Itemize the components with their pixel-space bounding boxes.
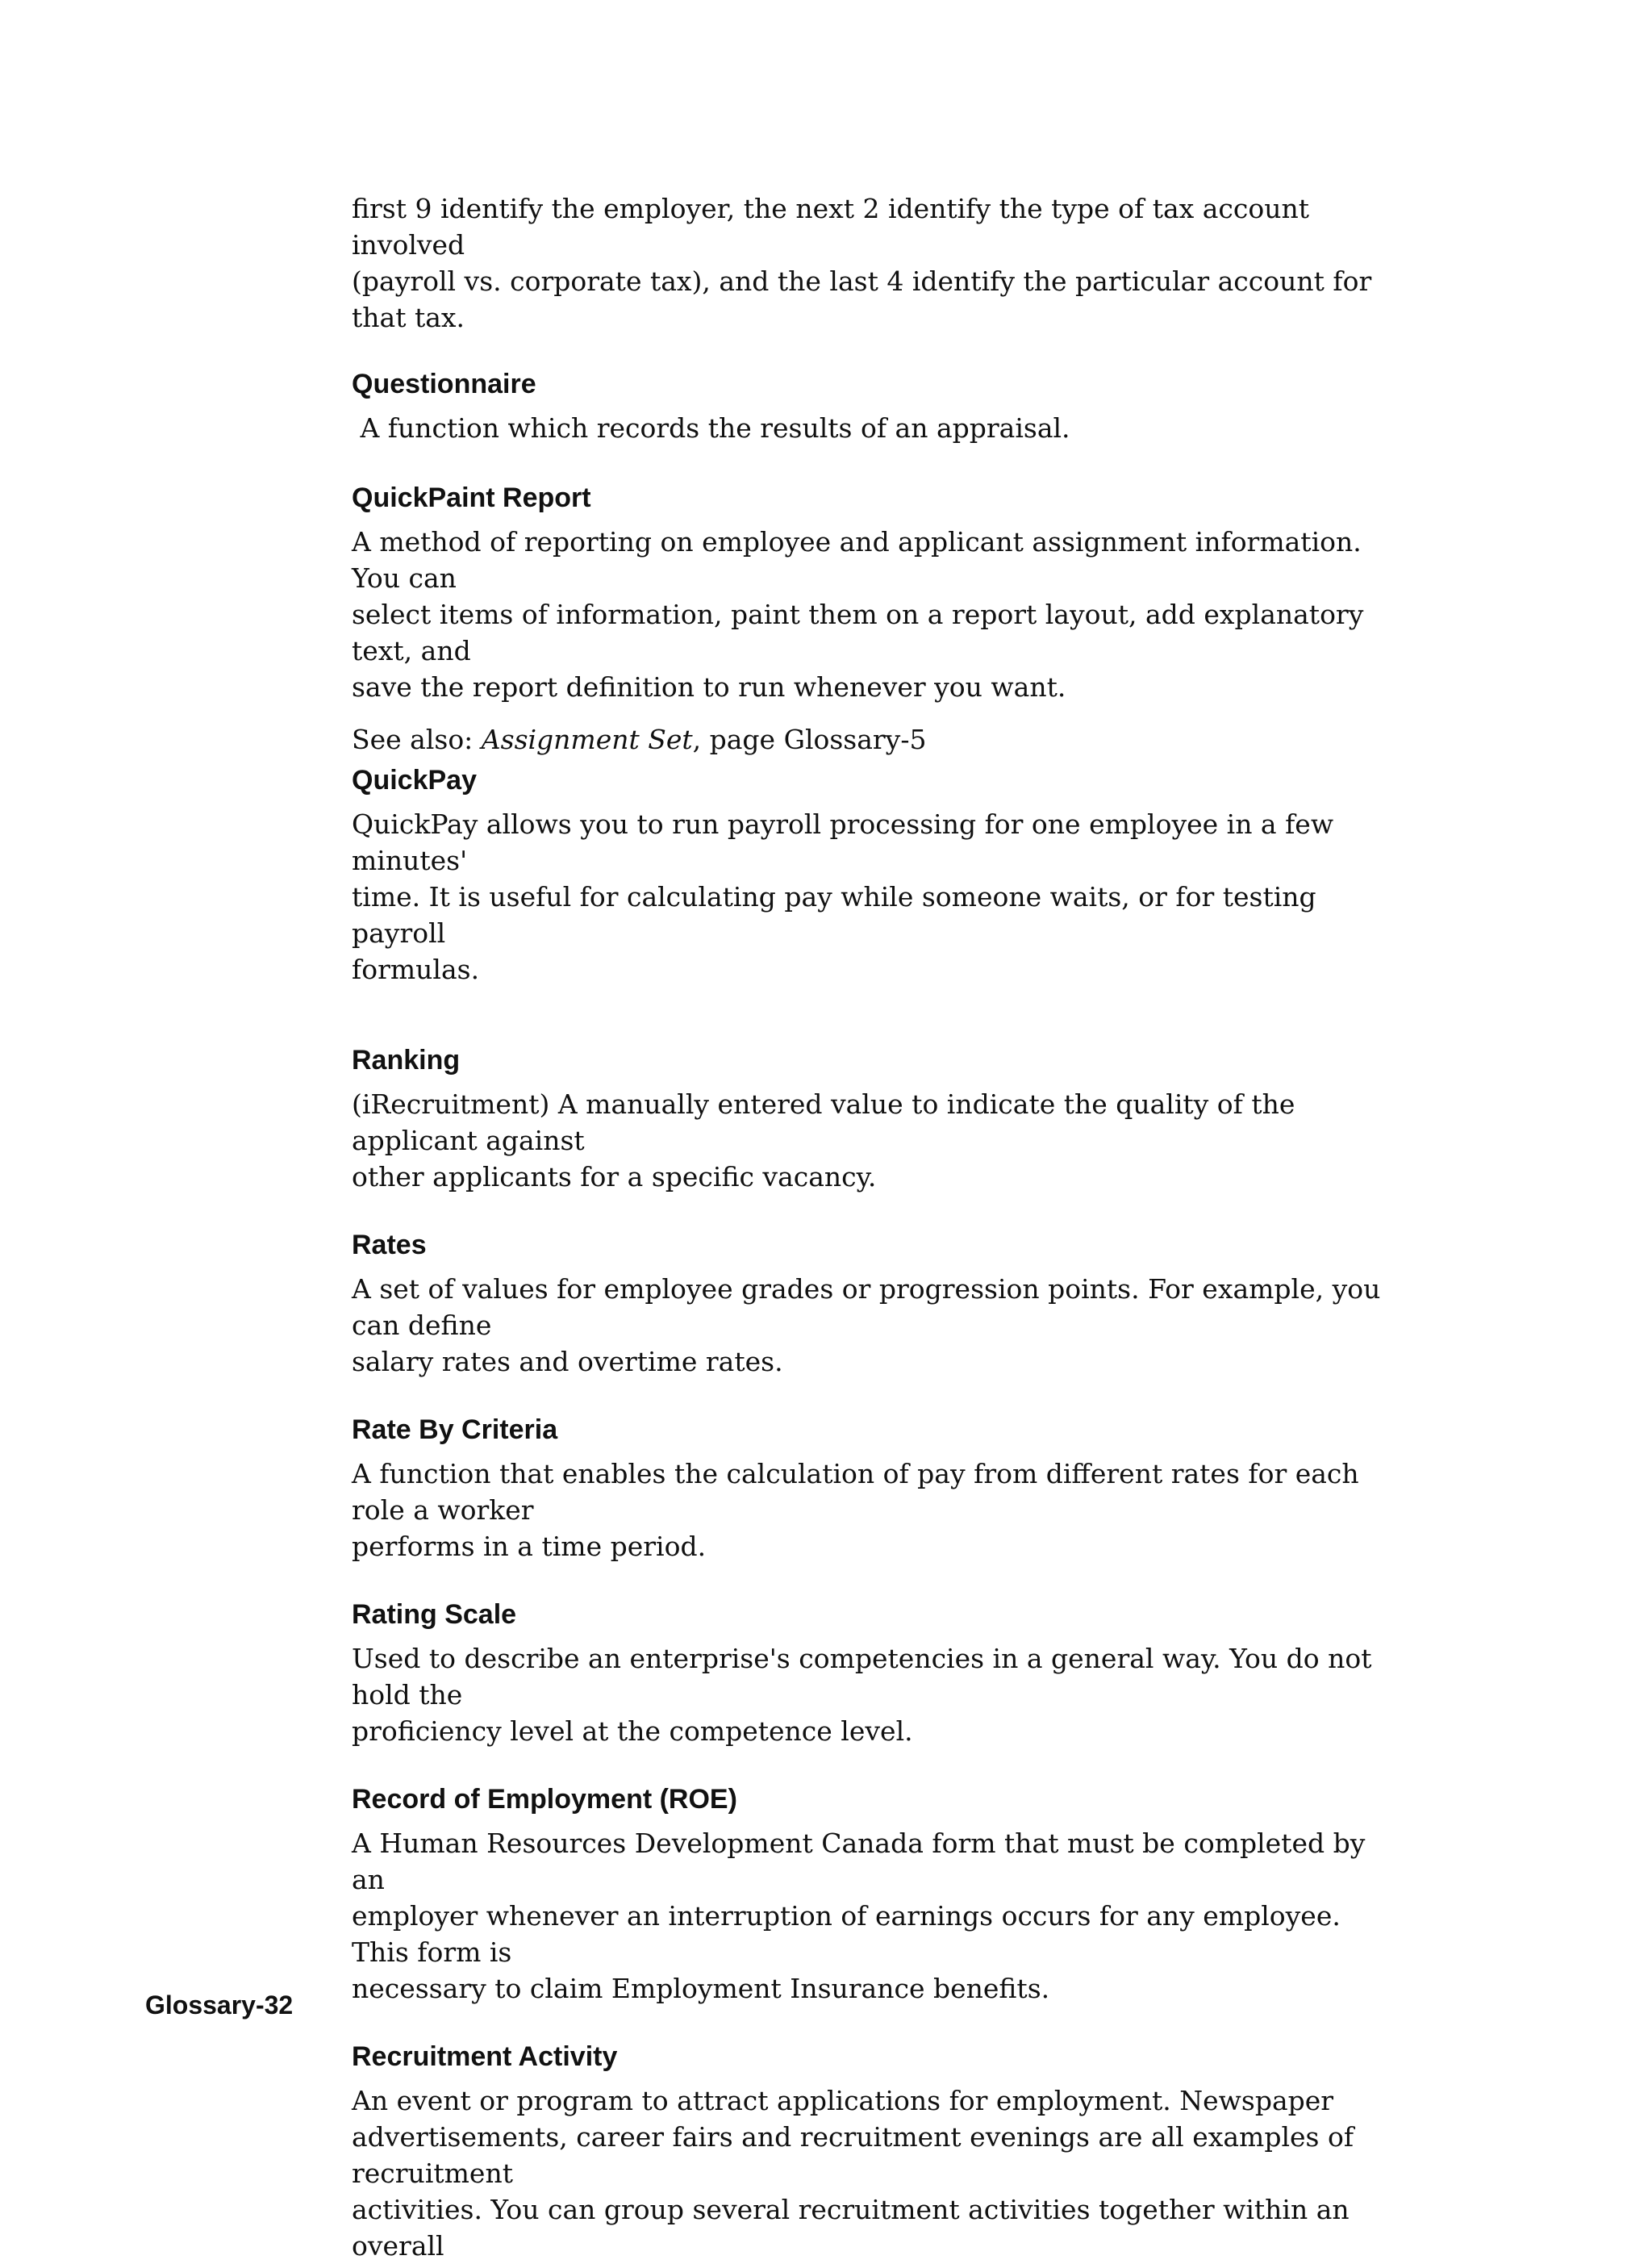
definition-line: A function that enables the calculation of pay from different rates for each role a worker	[352, 1458, 1359, 1526]
glossary-entry-questionnaire	[352, 368, 1400, 446]
page-number: Glossary-32	[145, 1990, 294, 2020]
continued-definition	[352, 190, 1400, 336]
definition-line: A set of values for employee grades or progression points. For example, you can define	[352, 1273, 1381, 1341]
glossary-term: QuickPaint Report	[352, 482, 591, 513]
glossary-entry-rate-by-criteria	[352, 1414, 1400, 1564]
glossary-entry-ranking	[352, 1044, 1400, 1195]
definition-line: formulas.	[352, 954, 480, 985]
glossary-term: Rates	[352, 1230, 427, 1260]
definition-line: activities. You can group several recruitment activities together within an overall	[352, 2194, 1350, 2262]
definition-line: A method of reporting on employee and applicant assignment information. You can	[352, 526, 1362, 594]
definition-line: QuickPay allows you to run payroll processing for one employee in a few minutes'	[352, 808, 1334, 876]
glossary-term: Ranking	[352, 1045, 461, 1076]
glossary-term: Rate By Criteria	[352, 1414, 558, 1445]
definition-line: select items of information, paint them on a report layout, add explanatory text, and	[352, 599, 1364, 666]
definition-line: salary rates and overtime rates.	[352, 1346, 783, 1377]
definition-line: time. It is useful for calculating pay while someone waits, or for testing payroll	[352, 881, 1316, 949]
glossary-term: Questionnaire	[352, 369, 536, 399]
definition-line: first 9 identify the employer, the next 2 identify the type of tax account involved	[352, 193, 1310, 261]
see-also-reference	[352, 721, 1400, 758]
definition-line: (iRecruitment) A manually entered value to indicate the quality of the applicant against	[352, 1088, 1295, 1156]
glossary-term: Rating Scale	[352, 1599, 517, 1630]
definition-line: advertisements, career fairs and recruitment evenings are all examples of recruitment	[352, 2121, 1354, 2189]
definition-line: A function which records the results of an appraisal.	[352, 412, 1070, 444]
definition-line: performs in a time period.	[352, 1531, 707, 1562]
definition-line: (payroll vs. corporate tax), and the last 4 identify the particular account for that tax.	[352, 265, 1372, 333]
definition-line: Used to describe an enterprise's competencies in a general way. You do not hold the	[352, 1643, 1372, 1711]
glossary-entry-rating-scale	[352, 1598, 1400, 1749]
glossary-entry-rates	[352, 1229, 1400, 1380]
definition-line: save the report definition to run whenever you want.	[352, 671, 1066, 703]
glossary-term: QuickPay	[352, 765, 477, 796]
see-also-link[interactable]: Assignment Set	[481, 724, 693, 755]
definition-line: proficiency level at the competence level.	[352, 1715, 913, 1747]
glossary-entry-quickpay	[352, 764, 1400, 988]
definition-line: employer whenever an interruption of earnings occurs for any employee. This form is	[352, 1900, 1341, 1968]
glossary-page-body	[352, 190, 1400, 2264]
glossary-term: Record of Employment (ROE)	[352, 1784, 737, 1815]
glossary-entry-record-of-employment	[352, 1783, 1400, 2007]
glossary-entry-recruitment-activity	[352, 2041, 1400, 2264]
glossary-term: Recruitment Activity	[352, 2041, 618, 2072]
definition-line: other applicants for a specific vacancy.	[352, 1161, 877, 1193]
see-also-page: , page Glossary-5	[692, 724, 927, 755]
definition-line: necessary to claim Employment Insurance benefits.	[352, 1973, 1050, 2004]
glossary-entry-quickpaint-report	[352, 482, 1400, 758]
see-also-prefix: See also:	[352, 724, 482, 755]
definition-line: An event or program to attract applications for employment. Newspaper	[352, 2085, 1334, 2116]
definition-line: A Human Resources Development Canada form that must be completed by an	[352, 1827, 1366, 1895]
